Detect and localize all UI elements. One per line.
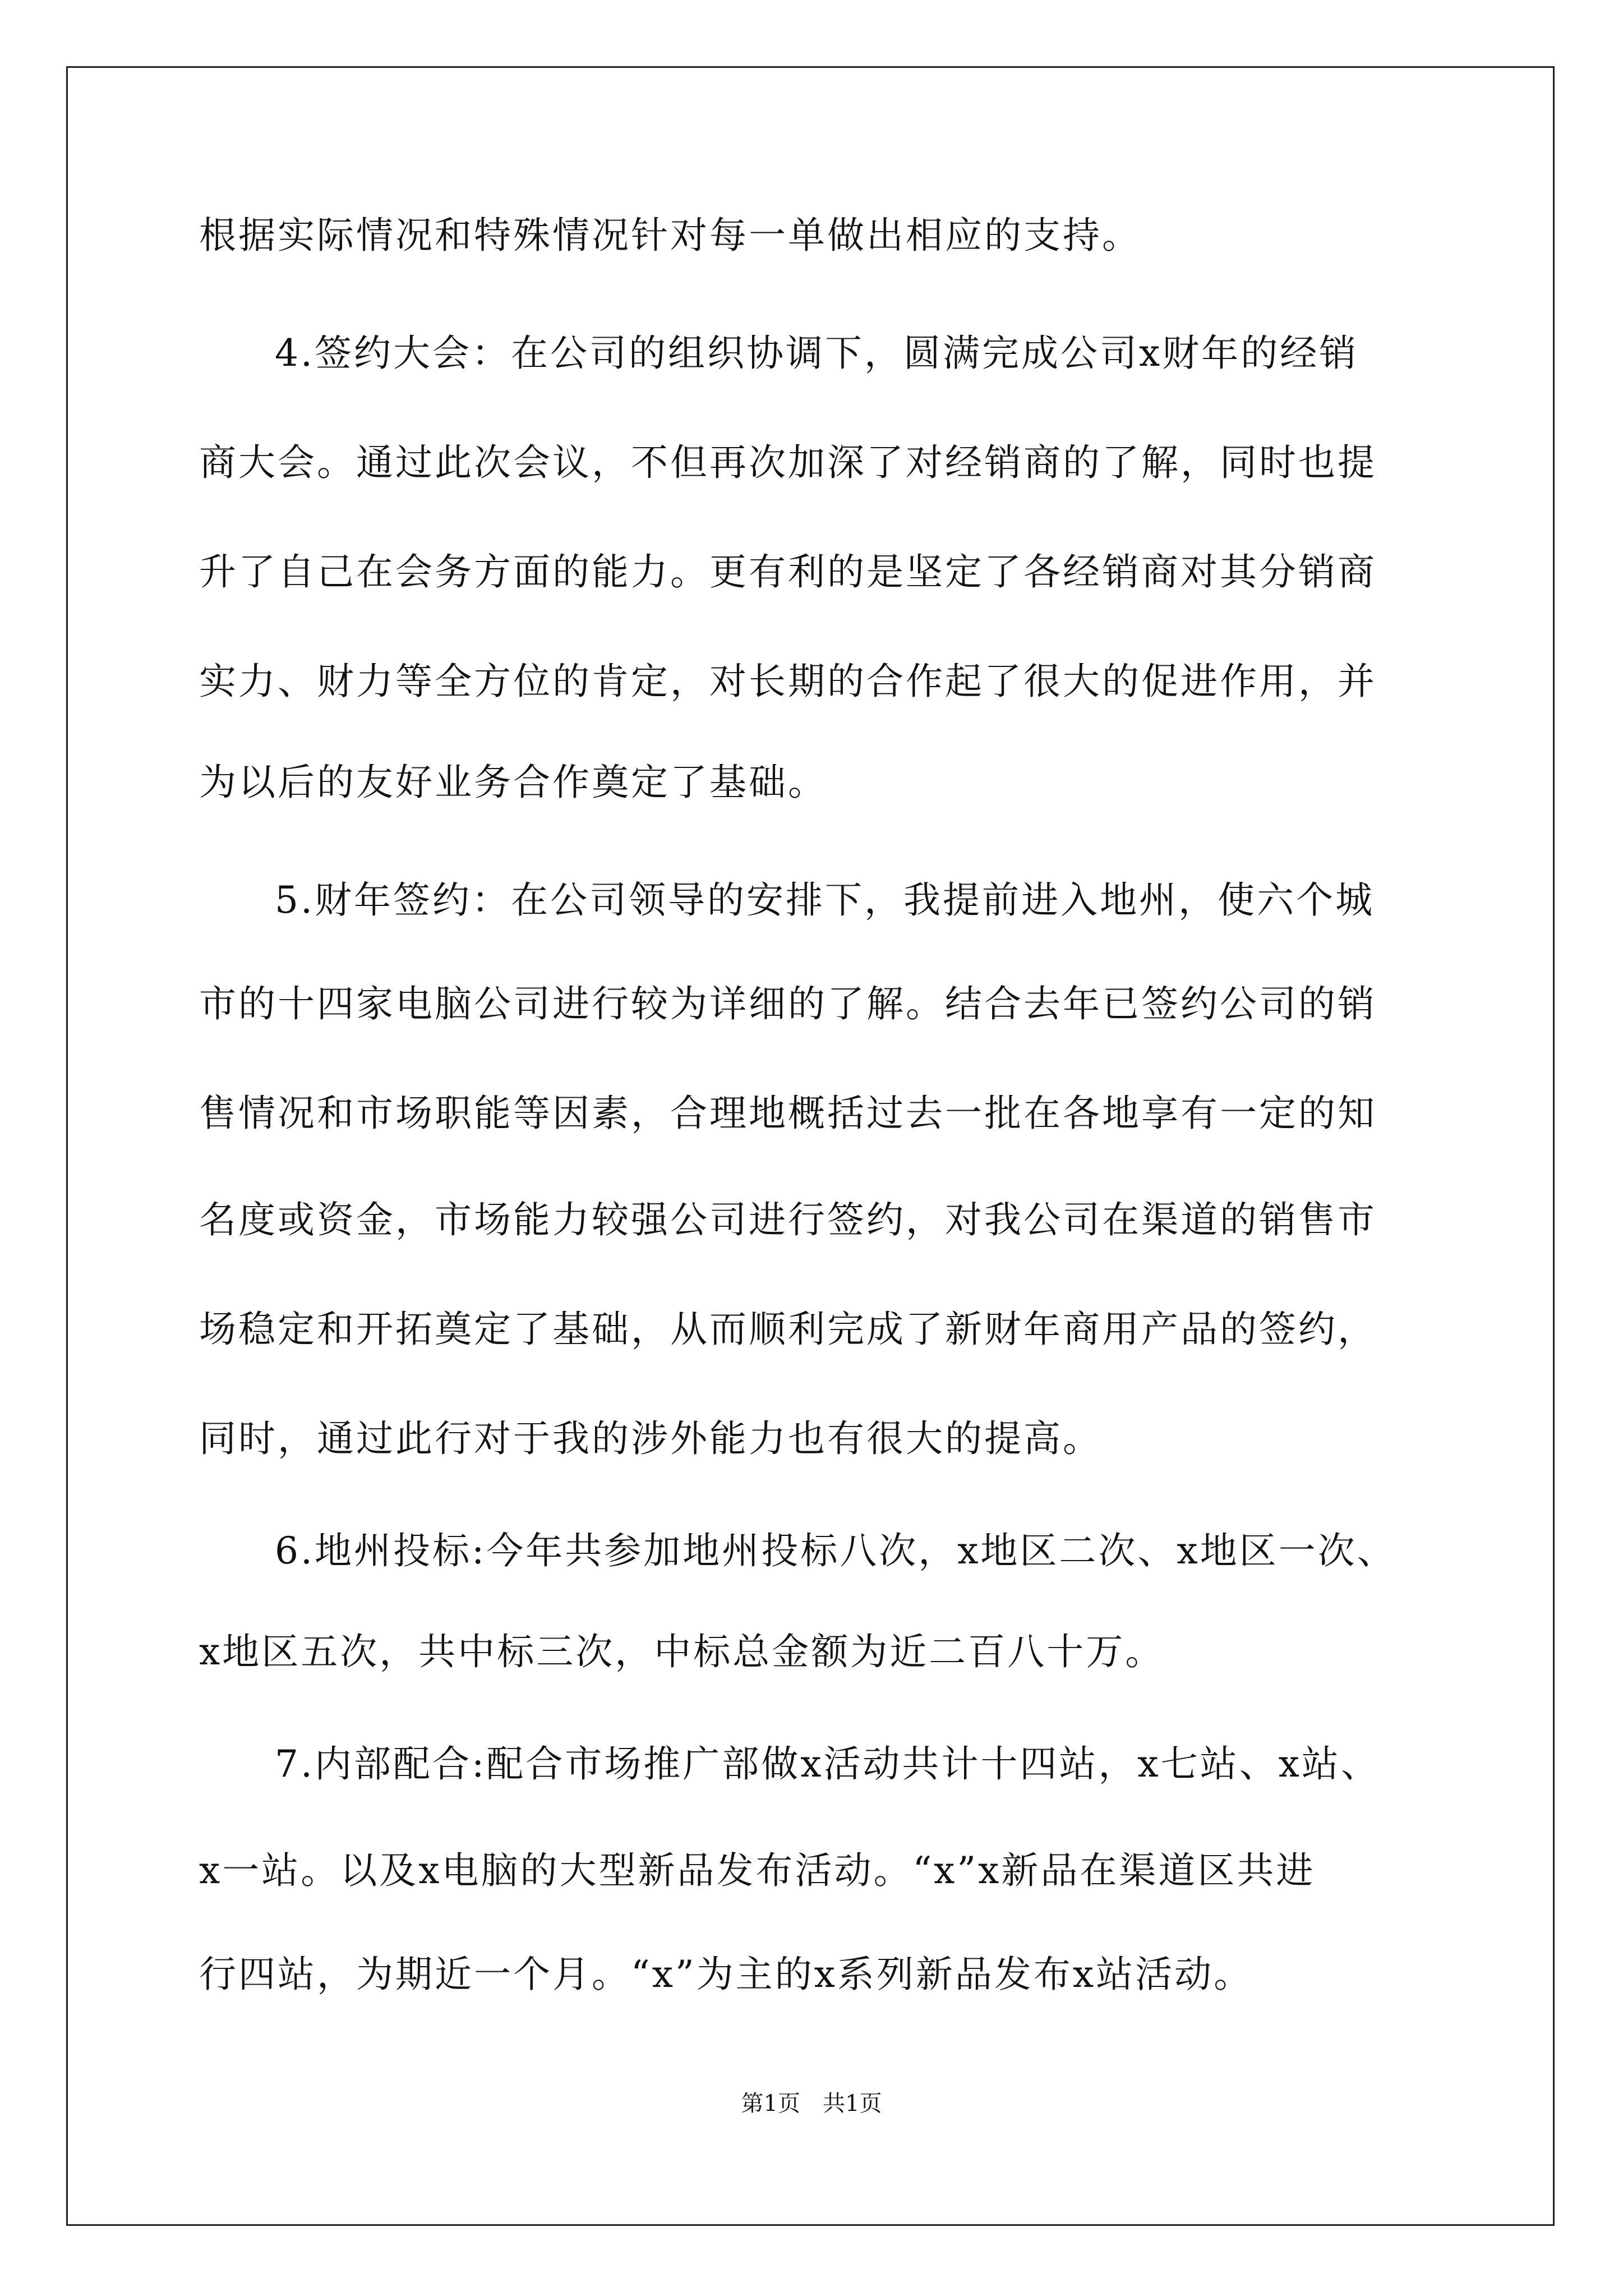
text-line: 售情况和市场职能等因素，合理地概括过去一批在各地享有一定的知 <box>199 1092 1377 1135</box>
text-line: 名度或资金，市场能力较强公司进行签约，对我公司在渠道的销售市 <box>199 1198 1377 1241</box>
text-line: 6.地州投标:今年共参加地州投标八次，x地区二次、x地区一次、 <box>275 1529 1396 1572</box>
text-line: 7.内部配合:配合市场推广部做x活动共计十四站，x七站、x站、 <box>275 1742 1380 1786</box>
text-line: 实力、财力等全方位的肯定，对长期的合作起了很大的促进作用，并 <box>199 660 1377 703</box>
text-line: 4.签约大会：在公司的组织协调下，圆满完成公司x财年的经销 <box>275 332 1359 375</box>
text-line: 根据实际情况和特殊情况针对每一单做出相应的支持。 <box>199 214 1141 257</box>
text-line: 5.财年签约：在公司领导的安排下，我提前进入地州，使六个城 <box>275 878 1375 922</box>
page-border <box>66 66 1555 2226</box>
text-line: 市的十四家电脑公司进行较为详细的了解。结合去年已签约公司的销 <box>199 982 1377 1025</box>
text-line: x一站。以及x电脑的大型新品发布活动。“x”x新品在渠道区共进 <box>199 1849 1316 1892</box>
text-line: 为以后的友好业务合作奠定了基础。 <box>199 761 827 804</box>
text-line: 同时，通过此行对于我的涉外能力也有很大的提高。 <box>199 1417 1102 1460</box>
text-line: 商大会。通过此次会议，不但再次加深了对经销商的了解，同时也提 <box>199 441 1377 484</box>
text-line: 行四站，为期近一个月。“x”为主的x系列新品发布x站活动。 <box>199 1953 1253 1996</box>
text-line: x地区五次，共中标三次，中标总金额为近二百八十万。 <box>199 1630 1165 1673</box>
text-line: 升了自己在会务方面的能力。更有利的是坚定了各经销商对其分销商 <box>199 550 1377 593</box>
page-footer: 第1页 共1页 <box>741 2091 882 2116</box>
text-line: 场稳定和开拓奠定了基础，从而顺利完成了新财年商用产品的签约， <box>199 1308 1377 1351</box>
